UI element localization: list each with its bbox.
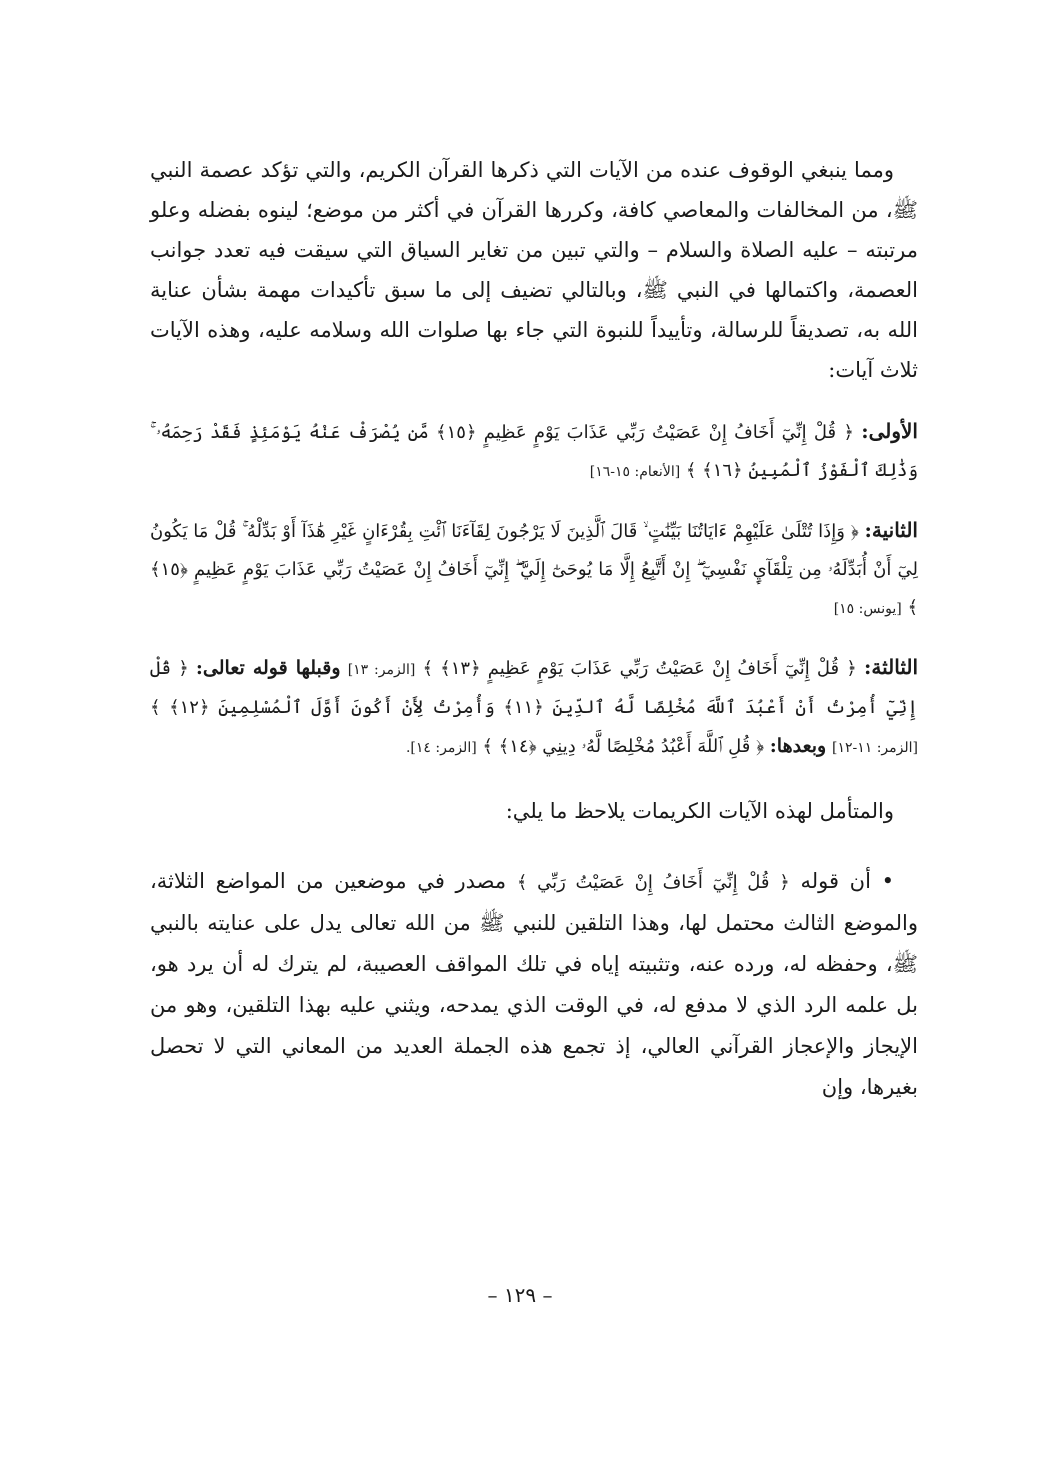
point-one-verse: ﴿ قُلْ إِنِّيٓ أَخَافُ إِنْ عَصَيْتُ رَبِّي ﴾ xyxy=(516,872,790,893)
point-one-text: مصدر في موضعين من المواضع الثلاثة، والموضع الثالث محتمل لها، وهذا التلقين للنبي ﷺ من الله تعالى يدل على عنايته بالنبي ﷺ، وحفظه له، ورده عنه، وتثبيته إياه في تلك المواقف العصيبة، لم يترك له أن يرد هو، بل علمه الرد الذي لا مدفع له، في الوقت الذي يمدحه، ويثني عليه بهذا التلقين، وهو من الإيجاز والإعجاز القرآني العالي، إذ تجمع هذه الجملة العديد من المعاني التي لا تحصل بغيرها، وإن xyxy=(150,869,918,1099)
second-verse: ﴿ وَإِذَا تُتْلَىٰ عَلَيْهِمْ ءَايَاتُنَا بَيِّنَٰتٍ ۙ قَالَ ٱلَّذِينَ لَا يَرْجُونَ لِقَآءَنَا ٱئْتِ بِقُرْءَانٍ غَيْرِ هَٰذَآ أَوْ بَدِّلْهُ ۚ قُلْ مَا يَكُونُ لِيٓ أَنْ أُبَدِّلَهُۥ مِن تِلْقَآيِٕ نَفْسِيٓ ۖ إِنْ أَتَّبِعُ إِلَّا مَا يُوحَىٰٓ إِلَيَّ ۖ إِنِّيٓ أَخَافُ إِنْ عَصَيْتُ رَبِّي عَذَابَ يَوْمٍ عَظِيمٍ ﴿١٥﴾ ﴾ xyxy=(150,521,918,618)
page-body xyxy=(150,150,918,1108)
first-verse: ﴿ قُلْ إِنِّيٓ أَخَافُ إِنْ عَصَيْتُ رَبِّي عَذَابَ يَوْمٍ عَظِيمٍ ﴿١٥﴾ مَّن يُصْرَفْ عَنْهُ يَوْمَئِذٍ فَقَدْ رَحِمَهُۥ ۚ وَذَٰلِكَ ٱلْفَوْزُ ٱلْمُبِينُ ﴿١٦﴾ ﴾ xyxy=(150,422,918,481)
third-label: الثالثة: xyxy=(863,655,918,679)
intro-paragraph: ومما ينبغي الوقوف عنده من الآيات التي ذكرها القرآن الكريم، والتي تؤكد عصمة النبي ﷺ، من المخالفات والمعاصي كافة، وكررها القرآن في أكثر من موضع؛ لينوه بفضله وعلو مرتبته – عليه الصلاة والسلام – والتي تبين من تغاير السياق التي سيقت فيه تعدد جوانب العصمة، واكتمالها في النبي ﷺ، وبالتالي تضيف إلى ما سبق تأكيدات مهمة بشأن عناية الله به، تصديقاً للرسالة، وتأييداً للنبوة التي جاء بها صلوات الله وسلامه عليه، وهذه الآيات ثلاث آيات: xyxy=(150,158,918,382)
point-one xyxy=(150,861,918,1108)
second-label: الثانية: xyxy=(864,518,918,542)
second-verse-block xyxy=(150,511,918,628)
second-reference: [يونس: ١٥] xyxy=(833,601,902,617)
point-one-prefix: أن قوله xyxy=(800,869,871,893)
third-verse-1: ﴿ قُلْ إِنِّيٓ أَخَافُ إِنْ عَصَيْتُ رَبِّي عَذَابَ يَوْمٍ عَظِيمٍ ﴿١٣﴾ ﴾ xyxy=(422,658,857,679)
page-number: – ١٢٩ – xyxy=(487,1283,553,1307)
third-verse-2: ﴿ قُلْ إِنِّيٓ أُمِرْتُ أَنْ أَعْبُدَ ٱللَّهَ مُخْلِصًا لَّهُ ٱلدِّينَ ﴿١١﴾ وَأُمِرْتُ لِأَنْ أَكُونَ أَوَّلَ ٱلْمُسْلِمِينَ ﴿١٢﴾ ﴾ xyxy=(150,658,918,718)
first-label: الأولى: xyxy=(861,419,918,443)
first-reference: [الأنعام: ١٥-١٦] xyxy=(589,464,681,480)
third-verse-3: ﴿ قُلِ ٱللَّهَ أَعْبُدُ مُخْلِصًا لَّهُۥ دِينِي ﴿١٤﴾ ﴾ xyxy=(482,736,765,757)
bullet-icon: • xyxy=(881,869,894,893)
third-verse-block xyxy=(150,648,918,767)
third-before-text: وقبلها قوله تعالى: xyxy=(195,657,341,679)
third-reference-1: [الزمر: ١٣] xyxy=(347,662,416,678)
third-reference-3: [الزمر: ١٤]. xyxy=(405,740,477,756)
reflection-heading: والمتأمل لهذه الآيات الكريمات يلاحظ ما يلي: xyxy=(505,799,894,823)
third-after-text: وبعدها: xyxy=(769,735,827,757)
first-verse-block xyxy=(150,412,918,491)
third-reference-2: [الزمر: ١١-١٢] xyxy=(831,740,918,756)
